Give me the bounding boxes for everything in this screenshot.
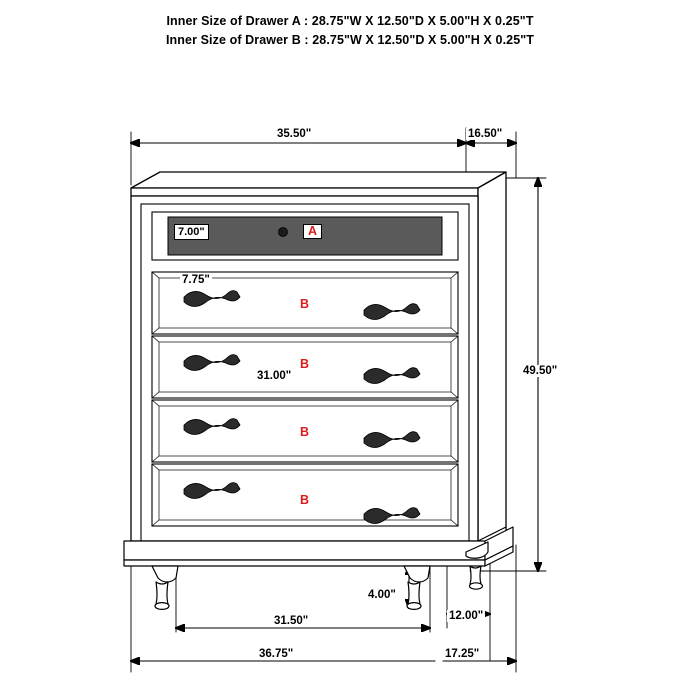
- callout-drawer-b-4: B: [300, 493, 310, 507]
- dim-base-width: 31.50": [274, 615, 309, 627]
- dim-overall-width: 36.75": [259, 648, 294, 660]
- dim-top-width: 35.50": [277, 128, 312, 140]
- dim-drawer-b-height: 7.75": [182, 274, 210, 286]
- dim-overall-height: 49.50": [523, 365, 558, 377]
- dim-drawer-a-height: 7.00": [174, 224, 209, 240]
- dim-overall-depth: 17.25": [445, 648, 480, 660]
- dim-foot-depth: 12.00": [449, 610, 484, 622]
- callout-drawer-b-1: B: [300, 297, 310, 311]
- callout-drawer-b-2: B: [300, 357, 310, 371]
- dim-drawer-inner-width: 31.00": [257, 370, 292, 382]
- header-line-drawer-a: Inner Size of Drawer A : 28.75"W X 12.50"D X 5.00"H X 0.25"T: [166, 14, 534, 28]
- callout-drawer-a: A: [303, 224, 322, 239]
- dim-leg-height: 4.00": [368, 589, 396, 601]
- header-line-drawer-b: Inner Size of Drawer B : 28.75"W X 12.50"D X 5.00"H X 0.25"T: [165, 33, 535, 47]
- callout-drawer-b-3: B: [300, 425, 310, 439]
- dim-top-depth: 16.50": [468, 128, 503, 140]
